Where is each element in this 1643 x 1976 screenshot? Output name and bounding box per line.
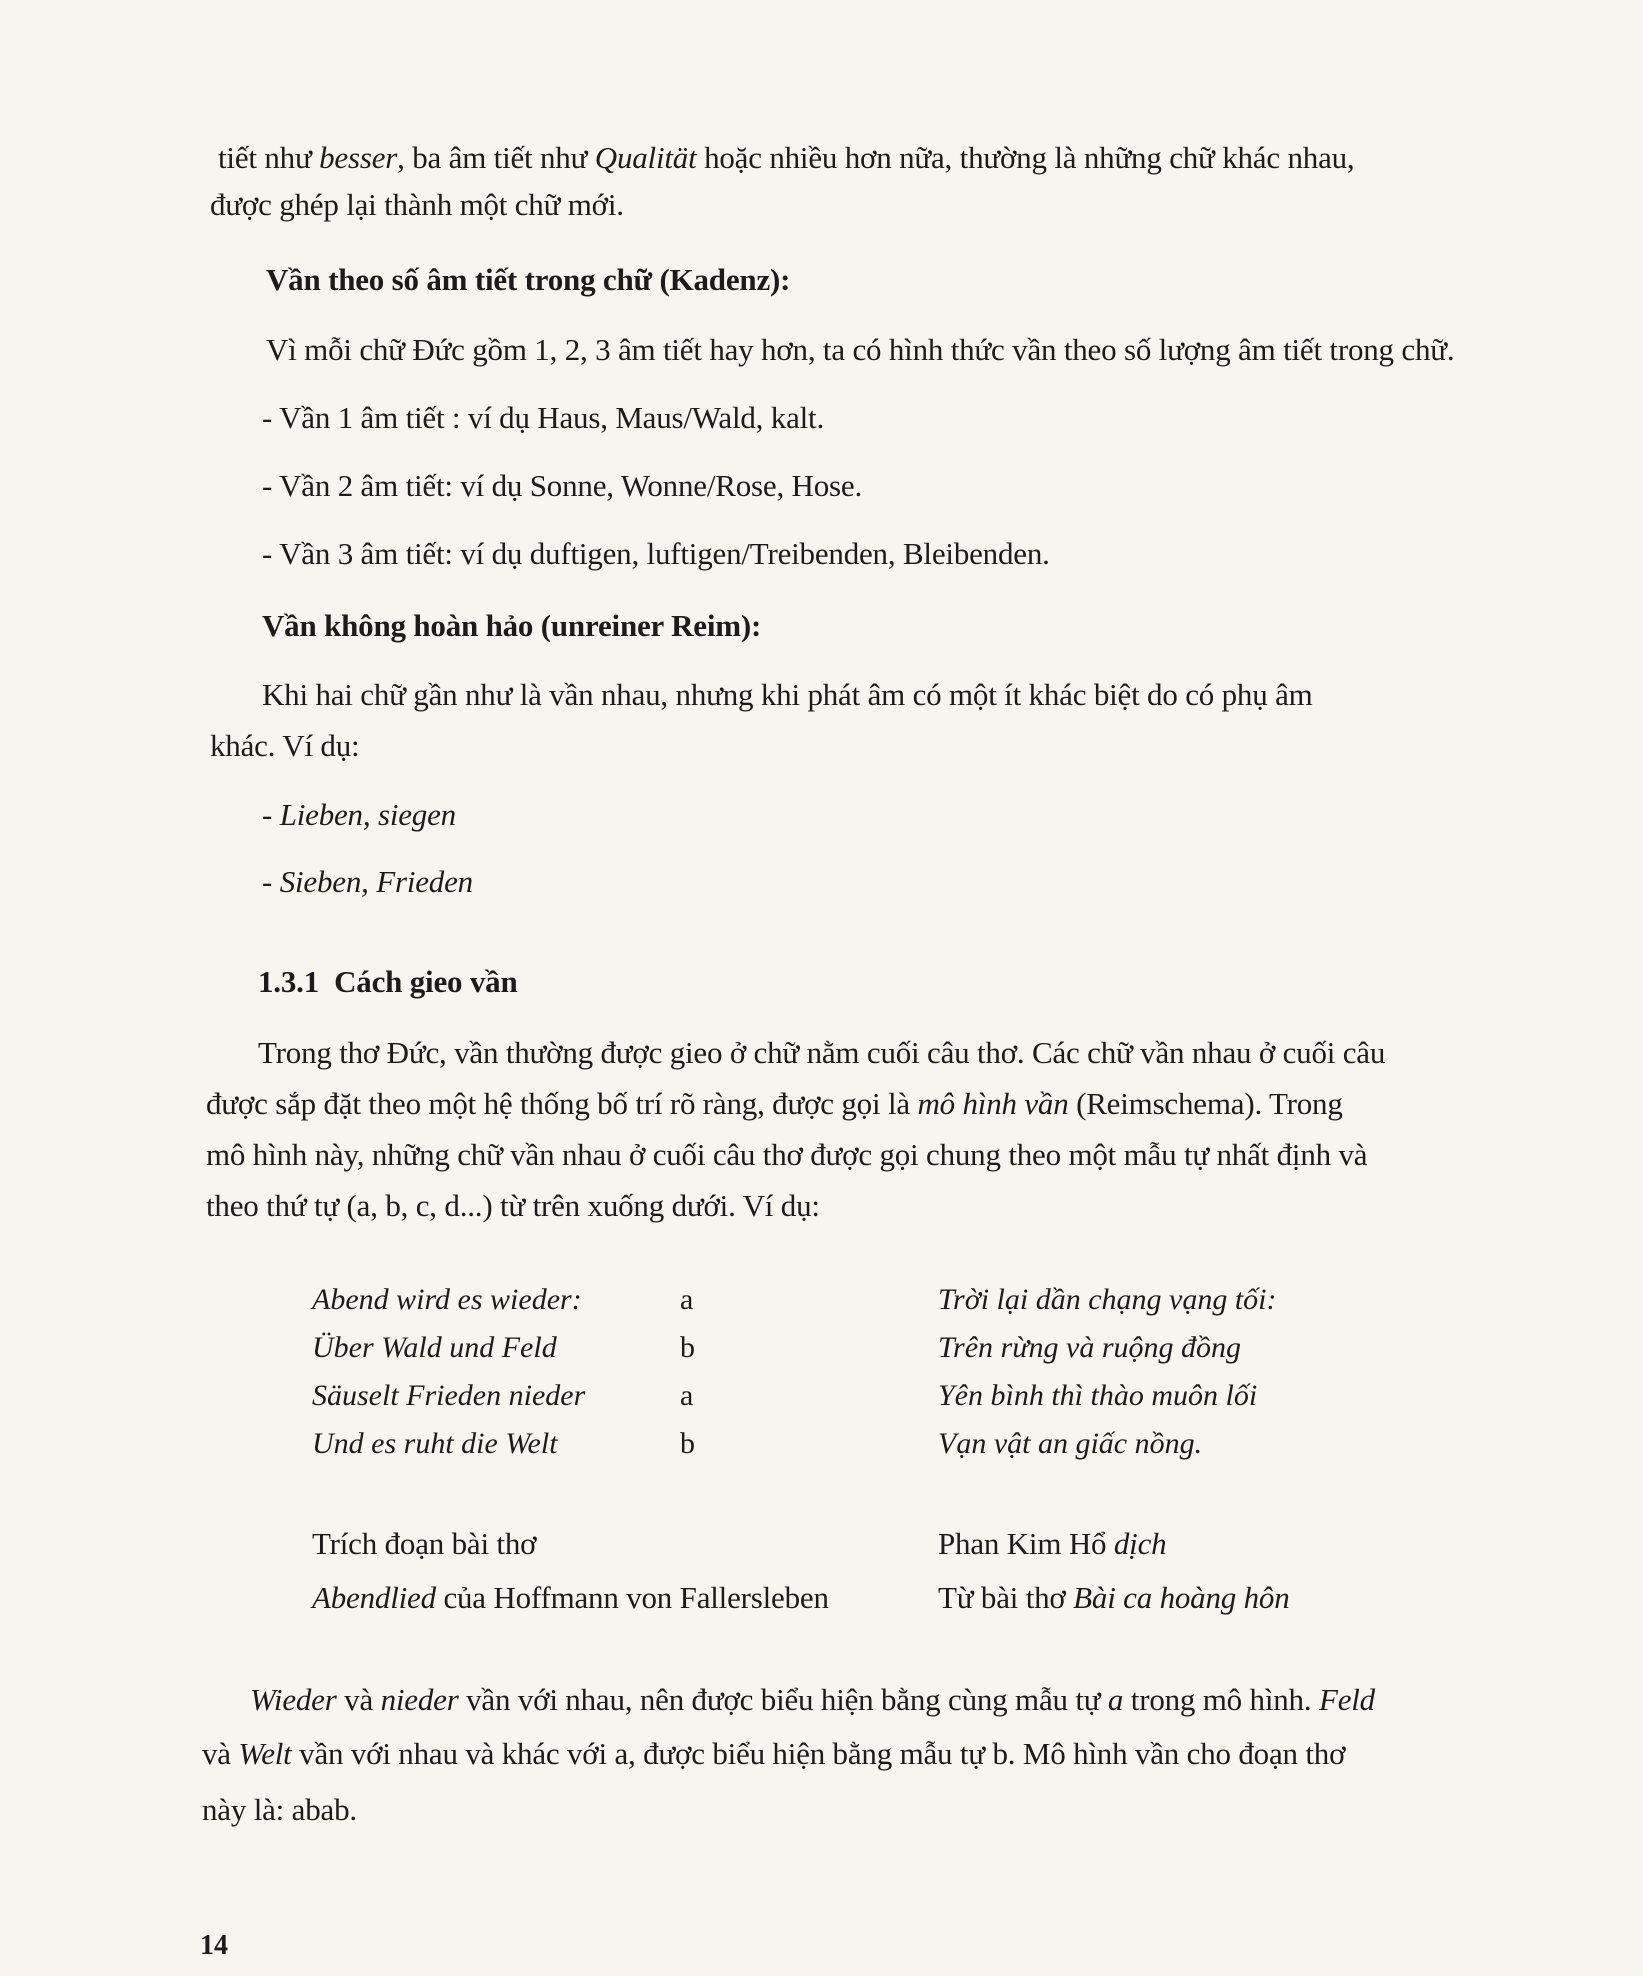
credit-right-line [938, 1578, 1290, 1618]
text-italic: dịch [1113, 1526, 1167, 1561]
text: và [202, 1736, 239, 1771]
paragraph-line: Vì mỗi chữ Đức gồm 1, 2, 3 âm tiết hay hơn, ta có hình thức vần theo số lượng âm tiết trong chữ. [266, 332, 1455, 367]
paragraph-line: khác. Ví dụ: [210, 728, 360, 763]
text: hoặc nhiều hơn nữa, thường là những chữ khác nhau, [696, 140, 1355, 175]
paragraph-line: này là: abab. [202, 1792, 357, 1827]
paragraph-line [218, 138, 1354, 178]
text: được sắp đặt theo một hệ thống bố trí rõ ràng, được gọi là [206, 1086, 918, 1121]
poem-title: Abendlied [312, 1580, 436, 1615]
section-title [258, 962, 518, 1002]
paragraph-line: mô hình này, những chữ vần nhau ở cuối câu thơ được gọi chung theo một mẫu tự nhất định và [206, 1137, 1368, 1172]
credit-left-line [312, 1578, 829, 1618]
example-text: Sieben, Frieden [279, 864, 473, 899]
text: và [336, 1682, 381, 1717]
text: tiết như [218, 140, 320, 175]
section-heading: Vần không hoàn hảo (unreiner Reim): [262, 608, 762, 643]
scheme-letter: a [680, 1283, 694, 1316]
section-title-text: Cách gieo vần [334, 964, 518, 999]
poem-line-german: Über Wald und Feld [312, 1331, 557, 1364]
paragraph-line [202, 1734, 1345, 1774]
paragraph-line: theo thứ tự (a, b, c, d...) từ trên xuống dưới. Ví dụ: [206, 1188, 820, 1223]
bullet: - [262, 864, 280, 899]
poem-line-vietnamese: Vạn vật an giấc nồng. [938, 1427, 1203, 1460]
scheme-letter: a [680, 1379, 694, 1412]
text: (Reimschema). Trong [1068, 1086, 1343, 1121]
text-italic: Wieder [250, 1682, 337, 1717]
poem-scheme-column [680, 1276, 695, 1468]
text-italic: nieder [380, 1682, 459, 1717]
text: , ba âm tiết như [397, 140, 595, 175]
text: vần với nhau và khác với a, được biểu hiện bằng mẫu tự b. Mô hình vần cho đoạn thơ [291, 1736, 1346, 1771]
paragraph-line [250, 1680, 1375, 1720]
poem-line-german: Abend wird es wieder: [312, 1283, 582, 1316]
text-italic: besser [319, 140, 398, 175]
text-italic: Qualität [594, 140, 697, 175]
bullet: - [262, 797, 280, 832]
text: Từ bài thơ [938, 1580, 1074, 1615]
poem-german-column [312, 1276, 585, 1468]
paragraph-line: được ghép lại thành một chữ mới. [210, 187, 624, 222]
poem-line-german: Und es ruht die Welt [312, 1427, 558, 1460]
text-italic: Welt [238, 1736, 292, 1771]
credit-right-line [938, 1524, 1166, 1564]
page-number: 14 [200, 1930, 228, 1961]
paragraph-line: Khi hai chữ gần như là vần nhau, nhưng khi phát âm có một ít khác biệt do có phụ âm [262, 677, 1313, 712]
example-item [262, 795, 456, 835]
paragraph-line [206, 1084, 1343, 1124]
paragraph-line: Trong thơ Đức, vần thường được gieo ở chữ nằm cuối câu thơ. Các chữ vần nhau ở cuối câu [258, 1035, 1386, 1070]
text: trong mô hình. [1123, 1682, 1319, 1717]
scheme-letter: b [680, 1331, 695, 1364]
poem-line-vietnamese: Yên bình thì thào muôn lối [938, 1379, 1258, 1412]
poem-title: Bài ca hoàng hôn [1073, 1580, 1290, 1615]
list-item: - Vần 1 âm tiết : ví dụ Haus, Maus/Wald, kalt. [262, 400, 824, 435]
list-item: - Vần 3 âm tiết: ví dụ duftigen, luftigen/Treibenden, Bleibenden. [262, 536, 1050, 571]
translator-name: Phan Kim Hổ [938, 1526, 1114, 1561]
poem-line-vietnamese: Trên rừng và ruộng đồng [938, 1331, 1242, 1364]
poem-line-vietnamese: Trời lại dần chạng vạng tối: [938, 1283, 1277, 1316]
text: vần với nhau, nên được biểu hiện bằng cùng mẫu tự [458, 1682, 1108, 1717]
text-italic: a [1107, 1682, 1124, 1717]
text-italic: mô hình vần [917, 1086, 1069, 1121]
credit-left-line: Trích đoạn bài thơ [312, 1526, 537, 1561]
poem-vietnamese-column [938, 1276, 1277, 1468]
section-heading: Vần theo số âm tiết trong chữ (Kadenz): [266, 262, 791, 297]
scheme-letter: b [680, 1427, 695, 1460]
example-text: Lieben, siegen [279, 797, 456, 832]
text-italic: Feld [1318, 1682, 1375, 1717]
text: của Hoffmann von Fallersleben [435, 1580, 829, 1615]
section-number: 1.3.1 [258, 964, 320, 999]
poem-line-german: Säuselt Frieden nieder [312, 1379, 586, 1412]
list-item: - Vần 2 âm tiết: ví dụ Sonne, Wonne/Rose, Hose. [262, 468, 863, 503]
example-item [262, 862, 473, 902]
